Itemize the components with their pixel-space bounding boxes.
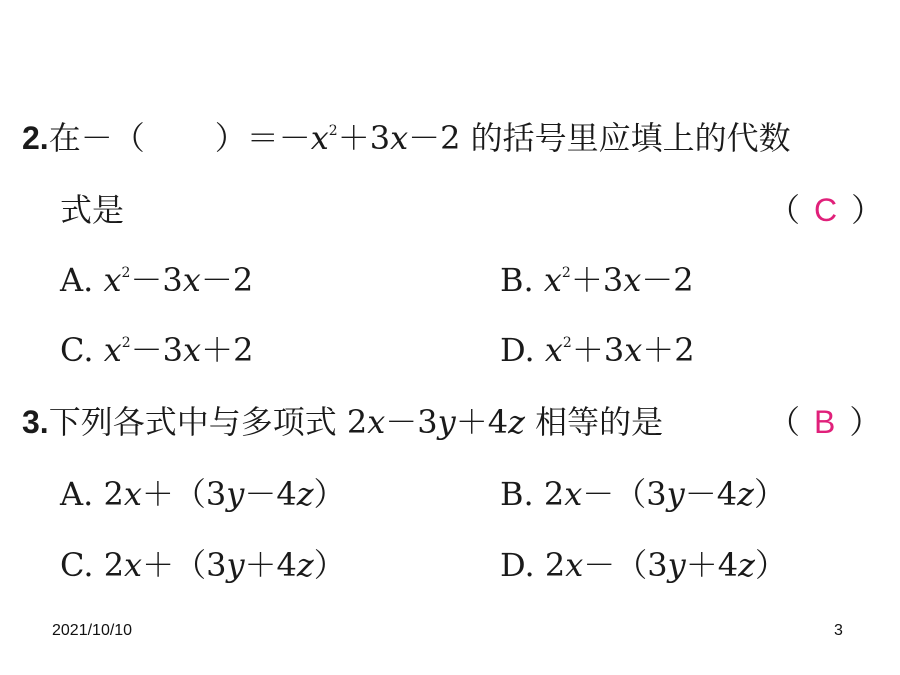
- q3-answer: B: [814, 404, 836, 440]
- option-part: 2: [543, 475, 565, 513]
- exp: 2: [562, 335, 572, 351]
- var-x: x: [543, 261, 562, 299]
- var-x: x: [367, 403, 386, 441]
- option-part: ）: [313, 475, 346, 513]
- q2-text-b: ）＝－: [214, 119, 311, 157]
- q3-text-b: －3: [385, 403, 438, 441]
- option-label: D.: [500, 546, 535, 584]
- q3-number: 3.: [22, 404, 49, 440]
- option-part: －（3: [582, 475, 667, 513]
- var-x: x: [544, 331, 563, 369]
- q2-stem-line1: [22, 118, 791, 158]
- var-x: x: [124, 546, 143, 584]
- q2-paren-close: ）: [851, 191, 884, 229]
- q3-option-d: [500, 545, 787, 585]
- exp: 2: [121, 335, 131, 351]
- q2-option-c: [60, 330, 253, 370]
- var-x: x: [564, 475, 583, 513]
- q3-text-d: 相等的是: [524, 403, 664, 441]
- q3-text-c: ＋4: [455, 403, 509, 441]
- var-y: y: [226, 475, 245, 513]
- option-part: ＋3: [571, 331, 625, 369]
- q2-option-a: [60, 260, 253, 300]
- var-y: y: [666, 475, 685, 513]
- option-part: 2: [544, 546, 566, 584]
- option-part: －4: [684, 475, 738, 513]
- q3-stem: [22, 402, 663, 442]
- option-part: －3: [130, 261, 183, 299]
- q2-text-c: ＋3: [337, 119, 391, 157]
- var-x: x: [565, 546, 584, 584]
- q2-option-d: [500, 330, 695, 370]
- option-part: ＋4: [244, 546, 297, 584]
- var-x: x: [182, 261, 201, 299]
- q2-option-b: [500, 260, 694, 300]
- option-part: ＋（3: [142, 546, 227, 584]
- var-x: x: [103, 261, 122, 299]
- q2-text-a: 在－（: [48, 119, 145, 157]
- q2-var-x: x: [310, 119, 329, 157]
- var-z: z: [296, 546, 314, 584]
- option-part: ＋（3: [141, 475, 227, 513]
- exp: 2: [561, 265, 571, 281]
- var-z: z: [738, 546, 755, 584]
- option-part: －4: [244, 475, 297, 513]
- footer-date: 2021/10/10: [52, 622, 133, 639]
- q3-option-c: [60, 545, 346, 585]
- var-y: y: [437, 403, 456, 441]
- q2-answer-bracket: [768, 190, 883, 230]
- option-part: 2: [103, 546, 125, 584]
- var-z: z: [737, 475, 754, 513]
- q3-paren-close: ）: [849, 403, 882, 441]
- var-x: x: [623, 261, 642, 299]
- option-part: ）: [754, 546, 787, 584]
- option-part: 2: [103, 475, 124, 513]
- option-part: ）: [313, 546, 346, 584]
- q2-number: 2.: [22, 120, 49, 156]
- var-y: y: [226, 546, 245, 584]
- option-part: ＋4: [685, 546, 739, 584]
- option-label: A.: [60, 475, 94, 513]
- page-number: 3: [834, 622, 843, 639]
- var-x: x: [624, 331, 643, 369]
- option-part: ）: [753, 475, 786, 513]
- q3-option-b: [500, 474, 786, 514]
- q2-exp: 2: [328, 123, 338, 139]
- option-label: C.: [60, 331, 94, 369]
- option-part: ＋2: [642, 331, 695, 369]
- var-z: z: [296, 475, 314, 513]
- option-label: B.: [500, 261, 534, 299]
- option-label: A.: [60, 261, 94, 299]
- option-label: D.: [500, 331, 535, 369]
- q3-text: 下列各式中与多项式 2: [48, 403, 368, 441]
- option-label: C.: [60, 546, 94, 584]
- q2-text-d: －2 的括号里应填上的代数: [408, 119, 791, 157]
- var-z: z: [508, 403, 525, 441]
- option-part: －3: [130, 331, 184, 369]
- option-part: ＋2: [201, 331, 254, 369]
- option-part: ＋3: [570, 261, 624, 299]
- q3-option-a: [60, 474, 346, 514]
- exp: 2: [121, 265, 131, 281]
- q3-paren-open: （: [768, 403, 801, 441]
- option-part: －（3: [583, 546, 668, 584]
- option-label: B.: [500, 475, 534, 513]
- var-x: x: [103, 331, 122, 369]
- var-x: x: [183, 331, 202, 369]
- var-x: x: [123, 475, 142, 513]
- q2-var-x2: x: [390, 119, 409, 157]
- option-part: －2: [200, 261, 254, 299]
- q2-answer: C: [814, 192, 838, 228]
- option-part: －2: [641, 261, 694, 299]
- q2-stem-line2: 式是: [60, 191, 125, 229]
- var-y: y: [667, 546, 686, 584]
- q2-paren-open: （: [768, 191, 801, 229]
- q3-answer-bracket: [768, 402, 881, 442]
